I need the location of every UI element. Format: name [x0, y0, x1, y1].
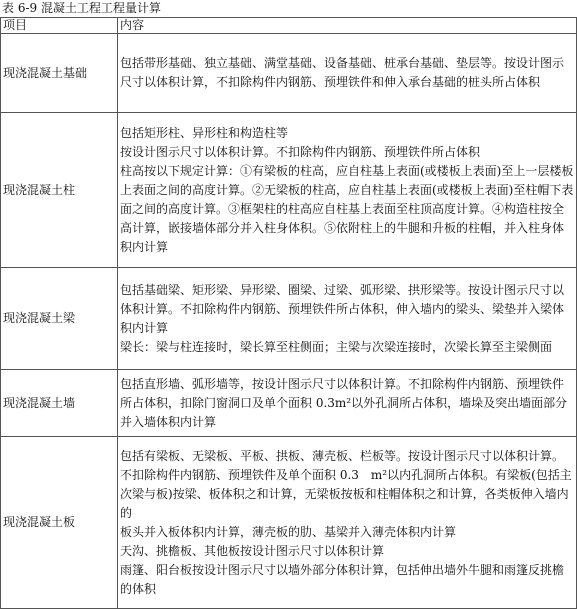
header-item: 项目	[1, 18, 118, 34]
table-row	[1, 113, 577, 268]
content-line: 天沟、挑檐板、其他板按设计图示尺寸以体积计算	[120, 543, 385, 558]
table-row	[1, 34, 577, 113]
table-row	[1, 268, 577, 370]
content-line: 包括基础梁、矩形梁、异形梁、圈梁、过梁、弧形梁、拱形梁等。按设计图示尺寸以体积计算。不扣除构件内钢筋、预埋铁件所占体积，伸入墙内的梁头、梁垫并入梁体积内计算	[120, 282, 565, 335]
content-line: 包括有梁板、无梁板、平板、拱板、薄壳板、栏板等。按设计图示尺寸以体积计算。不扣除构件内钢筋、预埋铁件及单个面积 0.3 m²以内孔洞所占体积。有梁板(包括主次梁与板)按梁、板体积之和计算，无梁板按板和柱帽体积之和计算，各类板伸入墙内的	[120, 448, 572, 520]
table-row	[1, 370, 577, 437]
content-line: 柱高按以下规定计算：①有梁板的柱高，应自柱基上表面(或楼板上表面)至上一层楼板上表面之间的高度计算。②无梁板的柱高，应自柱基上表面(或楼板上表面)至柱帽下表面之间的高度计算。③框架柱的柱高应自柱基上表面至柱顶高度计算。④构造柱按全高计算，嵌接墙体部分并入柱身体积。⑤依附柱上的牛腿和升板的柱帽，并入柱身体积内计算	[120, 163, 574, 254]
row-content	[118, 437, 577, 609]
content-line: 板头并入板体积内计算，薄壳板的肋、基梁并入薄壳体积内计算	[120, 524, 457, 539]
row-item-name: 现浇混凝土基础	[1, 34, 118, 113]
row-content	[118, 113, 577, 268]
row-item-name: 现浇混凝土墙	[1, 370, 118, 437]
row-content	[118, 370, 577, 437]
row-item-name: 现浇混凝土柱	[1, 113, 118, 268]
content-line: 包括带形基础、独立基础、满堂基础、设备基础、桩承台基础、垫层等。按设计图示尺寸以体积计算，不扣除构件内钢筋、预埋铁件和伸入承台基础的桩头所占体积	[120, 56, 565, 89]
content-line: 包括直形墙、弧形墙等，按设计图示尺寸以体积计算。不扣除构件内钢筋、预埋铁件所占体积，扣除门窗洞口及单个面积 0.3m²以外孔洞所占体积，墙垛及突出墙面部分并入墙体积内计算	[120, 376, 568, 429]
table-caption: 表 6-9 混凝土工程工程量计算	[2, 1, 161, 15]
table-row	[1, 437, 577, 609]
content-line: 梁长：梁与柱连接时，梁长算至柱侧面；主梁与次梁连接时，次梁长算至主梁侧面	[120, 339, 553, 354]
header-content: 内容	[118, 18, 577, 34]
row-item-name: 现浇混凝土板	[1, 437, 118, 609]
row-item-name: 现浇混凝土梁	[1, 268, 118, 370]
content-line: 包括矩形柱、异形柱和构造柱等	[120, 125, 289, 140]
content-line: 按设计图示尺寸以体积计算。不扣除构件内钢筋、预埋铁件所占体积	[120, 144, 481, 159]
table-header-row	[1, 18, 577, 34]
concrete-quantity-table	[0, 17, 577, 609]
row-content	[118, 34, 577, 113]
row-content	[118, 268, 577, 370]
content-line: 雨篷、阳台板按设计图示尺寸以墙外部分体积计算，包括伸出墙外牛腿和雨篷反挑檐的体积	[120, 562, 565, 596]
